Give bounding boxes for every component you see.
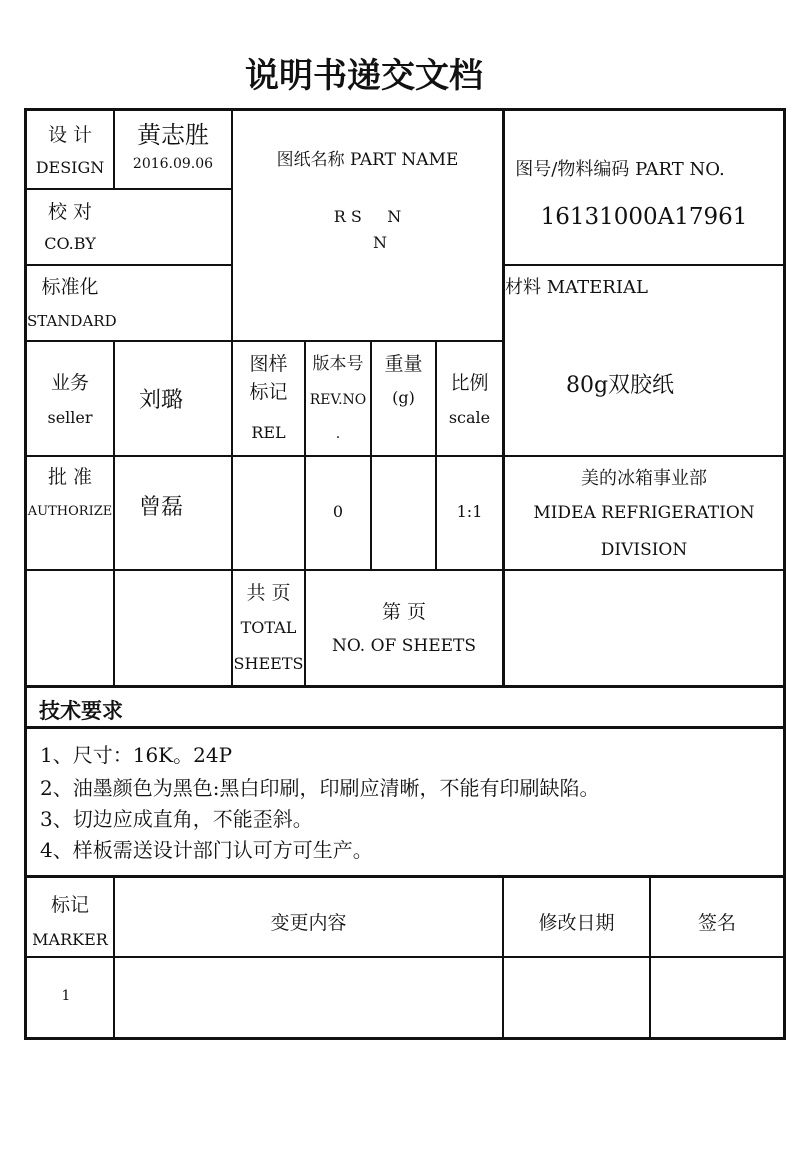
scale-label-en: scale — [448, 408, 491, 427]
authorize-name: 曾磊 — [138, 495, 183, 520]
standard-label-en: STANDARD — [27, 312, 117, 330]
material-label: 材料 MATERIAL — [505, 277, 648, 298]
part-name-label: 图纸名称 PART NAME — [276, 150, 459, 170]
signature-header: 签名 — [697, 912, 736, 934]
change-date-header: 修改日期 — [538, 912, 615, 934]
marker-header-cn: 标记 — [50, 894, 89, 916]
part-name-value-line1: R S N — [333, 207, 402, 226]
total-sheets-label-en1: TOTAL — [240, 618, 297, 637]
design-date: 2016.09.06 — [132, 156, 214, 172]
change-content-header: 变更内容 — [270, 912, 347, 934]
tech-heading: 技术要求 — [39, 699, 123, 723]
rel-label-en: REL — [251, 423, 286, 442]
sheet-no-label-en: NO. OF SHEETS — [331, 636, 477, 656]
sheet-no-label-cn: 第 页 — [381, 601, 427, 623]
row-marker: 1 — [61, 988, 71, 1004]
company-name-en1: MIDEA REFRIGERATION — [533, 503, 755, 523]
design-label-cn: 设 计 — [47, 124, 93, 146]
scale-label-cn: 比例 — [450, 372, 489, 394]
tech-item: 2、油墨颜色为黑色:黑白印刷，印刷应清晰，不能有印刷缺陷。 — [40, 776, 600, 800]
tech-item: 3、切边应成直角，不能歪斜。 — [40, 807, 313, 831]
rel-label-cn2: 标记 — [249, 381, 288, 403]
check-label-cn: 校 对 — [47, 201, 93, 223]
tech-item: 4、样板需送设计部门认可方可生产。 — [40, 838, 373, 862]
check-label-en: CO.BY — [44, 234, 96, 253]
scale-value: 1:1 — [456, 502, 483, 521]
rev-label-en2: . — [335, 426, 341, 442]
seller-label-en: seller — [47, 408, 93, 427]
total-sheets-label-cn: 共 页 — [246, 582, 291, 604]
part-name-value-line2: N — [373, 233, 387, 252]
seller-label-cn: 业务 — [50, 372, 89, 394]
material-value: 80g双胶纸 — [565, 373, 675, 398]
tech-item: 1、尺寸：16K。24P — [40, 743, 233, 767]
rev-label-cn: 版本号 — [312, 354, 364, 374]
marker-header-en: MARKER — [32, 930, 108, 949]
weight-label-cn: 重量 — [384, 353, 423, 375]
rel-label-cn1: 图样 — [249, 353, 288, 375]
authorize-label-cn: 批 准 — [47, 466, 93, 488]
part-no-value: 16131000A17961 — [540, 204, 748, 230]
page-title: 说明书递交文档 — [245, 56, 483, 96]
standard-label-cn: 标准化 — [41, 276, 99, 298]
authorize-label-en: AUTHORIZE — [27, 504, 113, 519]
designer-name: 黄志胜 — [137, 121, 209, 149]
seller-name: 刘璐 — [138, 388, 183, 413]
part-no-label: 图号/物料编码 PART NO. — [515, 159, 725, 180]
weight-label-en: (g) — [392, 388, 415, 407]
rev-value: 0 — [332, 502, 344, 521]
company-name-en2: DIVISION — [600, 540, 688, 560]
design-label-en: DESIGN — [35, 158, 105, 177]
total-sheets-label-en2: SHEETS — [233, 654, 304, 673]
company-name-cn: 美的冰箱事业部 — [581, 468, 707, 489]
rev-label-en1: REV.NO — [309, 392, 367, 408]
